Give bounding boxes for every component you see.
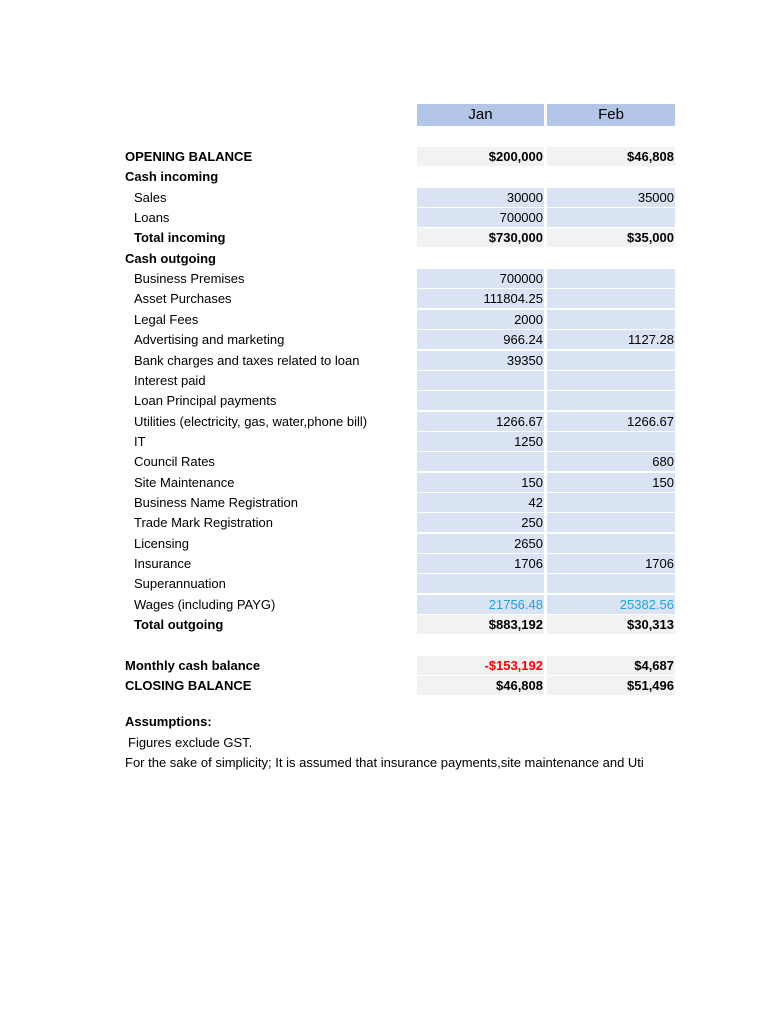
cell-jan[interactable]: -$153,192: [417, 656, 544, 675]
table-row: [0, 656, 768, 676]
table-row: [0, 534, 768, 554]
cell-jan[interactable]: 1706: [417, 554, 544, 573]
table-row: [0, 147, 768, 167]
cell-feb[interactable]: [547, 167, 675, 186]
table-row: [0, 269, 768, 289]
cell-feb[interactable]: 1706: [547, 554, 675, 573]
cell-feb[interactable]: $30,313: [547, 615, 675, 634]
table-row: [0, 289, 768, 309]
row-label: Utilities (electricity, gas, water,phone bill): [134, 414, 368, 429]
row-label: Cash incoming: [125, 169, 219, 184]
cell-feb[interactable]: [547, 534, 675, 553]
table-row: [0, 493, 768, 513]
table-row: [0, 310, 768, 330]
cell-feb[interactable]: $46,808: [547, 147, 675, 166]
table-row: [0, 432, 768, 452]
cell-jan[interactable]: 21756.48: [417, 595, 544, 614]
cell-feb[interactable]: [547, 351, 675, 370]
cell-feb[interactable]: 1266.67: [547, 412, 675, 431]
cell-feb[interactable]: 1127.28: [547, 330, 675, 349]
cell-feb[interactable]: [547, 208, 675, 227]
table-row: [0, 676, 768, 696]
cell-feb[interactable]: 25382.56: [547, 595, 675, 614]
cell-feb[interactable]: $35,000: [547, 228, 675, 247]
row-label: Sales: [134, 190, 167, 205]
row-label: OPENING BALANCE: [125, 149, 253, 164]
row-label: Interest paid: [134, 373, 206, 388]
row-label: Total incoming: [134, 230, 226, 245]
cell-jan[interactable]: [417, 452, 544, 471]
table-row: [0, 473, 768, 493]
cell-jan[interactable]: [417, 391, 544, 410]
row-label: Legal Fees: [134, 312, 199, 327]
cell-jan[interactable]: [417, 249, 544, 268]
cell-feb[interactable]: 35000: [547, 188, 675, 207]
cell-feb[interactable]: [547, 391, 675, 410]
cell-feb[interactable]: [547, 249, 675, 268]
row-label: Loan Principal payments: [134, 393, 277, 408]
table-row: [0, 167, 768, 187]
cell-jan[interactable]: [417, 167, 544, 186]
table-row: [0, 208, 768, 228]
cell-feb[interactable]: [547, 371, 675, 390]
cell-jan[interactable]: [417, 574, 544, 593]
row-label: Business Premises: [134, 271, 245, 286]
table-row: [0, 574, 768, 594]
row-label: IT: [134, 434, 146, 449]
cell-jan[interactable]: 700000: [417, 208, 544, 227]
table-row: [0, 249, 768, 269]
cell-feb[interactable]: [547, 574, 675, 593]
cell-jan[interactable]: 1250: [417, 432, 544, 451]
table-row: [0, 513, 768, 533]
column-header-jan[interactable]: Jan: [417, 104, 544, 126]
cell-jan[interactable]: $730,000: [417, 228, 544, 247]
row-label: Asset Purchases: [134, 291, 232, 306]
cell-jan[interactable]: 111804.25: [417, 289, 544, 308]
row-label: Advertising and marketing: [134, 332, 285, 347]
table-row: [0, 330, 768, 350]
cell-jan[interactable]: $200,000: [417, 147, 544, 166]
row-label: Wages (including PAYG): [134, 597, 276, 612]
row-label: Council Rates: [134, 454, 215, 469]
cell-jan[interactable]: 42: [417, 493, 544, 512]
table-row: [0, 391, 768, 411]
cell-feb[interactable]: [547, 513, 675, 532]
row-label: Cash outgoing: [125, 251, 216, 266]
cell-feb[interactable]: [547, 493, 675, 512]
assumption-line: For the sake of simplicity; It is assumed that insurance payments,site maintenance and Uti: [125, 755, 644, 770]
assumption-line: Figures exclude GST.: [128, 735, 253, 750]
row-label: Loans: [134, 210, 170, 225]
cell-jan[interactable]: 39350: [417, 351, 544, 370]
cell-jan[interactable]: $46,808: [417, 676, 544, 695]
row-label: Bank charges and taxes related to loan: [134, 353, 360, 368]
column-header-feb[interactable]: Feb: [547, 104, 675, 126]
cell-feb[interactable]: [547, 432, 675, 451]
cell-jan[interactable]: 150: [417, 473, 544, 492]
row-label: Trade Mark Registration: [134, 515, 273, 530]
row-label: Superannuation: [134, 576, 226, 591]
cell-jan[interactable]: [417, 371, 544, 390]
cell-feb[interactable]: 680: [547, 452, 675, 471]
cell-jan[interactable]: 2650: [417, 534, 544, 553]
cell-feb[interactable]: [547, 289, 675, 308]
table-row: [0, 412, 768, 432]
assumptions-title: Assumptions:: [125, 714, 212, 729]
cell-jan[interactable]: 2000: [417, 310, 544, 329]
cell-jan[interactable]: 1266.67: [417, 412, 544, 431]
cell-jan[interactable]: 700000: [417, 269, 544, 288]
table-row: [0, 351, 768, 371]
cell-jan[interactable]: 30000: [417, 188, 544, 207]
row-label: Monthly cash balance: [125, 658, 261, 673]
row-label: Insurance: [134, 556, 192, 571]
table-row: [0, 371, 768, 391]
row-label: Total outgoing: [134, 617, 224, 632]
table-row: [0, 452, 768, 472]
cell-feb[interactable]: $4,687: [547, 656, 675, 675]
table-row: [0, 595, 768, 615]
table-row: [0, 554, 768, 574]
table-row: [0, 188, 768, 208]
cell-jan[interactable]: 250: [417, 513, 544, 532]
table-row: [0, 228, 768, 248]
cell-jan[interactable]: 966.24: [417, 330, 544, 349]
row-label: Site Maintenance: [134, 475, 235, 490]
row-label: CLOSING BALANCE: [125, 678, 252, 693]
cell-feb[interactable]: [547, 269, 675, 288]
row-label: Licensing: [134, 536, 189, 551]
cell-feb[interactable]: $51,496: [547, 676, 675, 695]
row-label: Business Name Registration: [134, 495, 299, 510]
cell-feb[interactable]: 150: [547, 473, 675, 492]
table-row: [0, 615, 768, 635]
cell-feb[interactable]: [547, 310, 675, 329]
cell-jan[interactable]: $883,192: [417, 615, 544, 634]
